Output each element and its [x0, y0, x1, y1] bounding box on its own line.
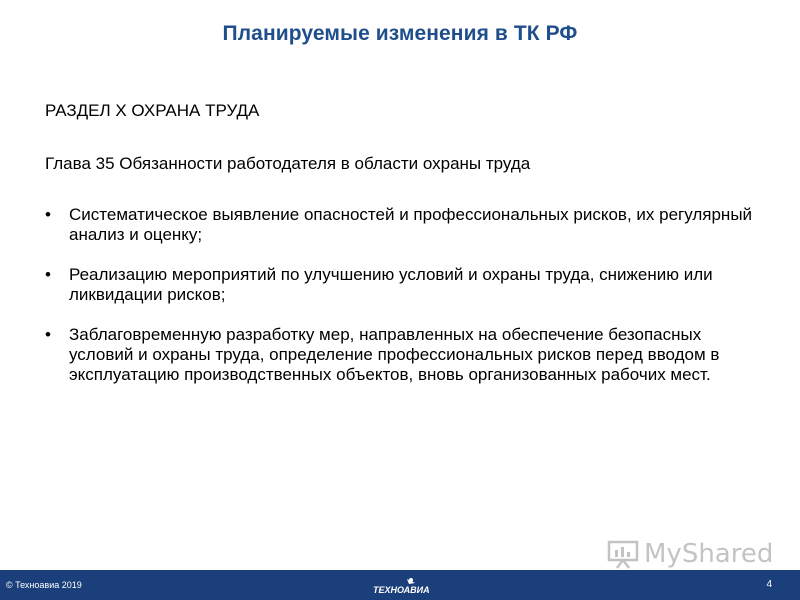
bullet-text: Реализацию мероприятий по улучшению условий и охраны труда, снижению или ликвидации рисков; [69, 265, 713, 304]
bullet-text: Систематическое выявление опасностей и профессиональных рисков, их регулярный анализ и оценку; [69, 205, 753, 244]
bullet-list [45, 205, 765, 385]
list-item [45, 205, 765, 245]
presentation-board-icon [606, 539, 640, 569]
myshared-watermark [606, 536, 773, 572]
page-number: 4 [766, 579, 772, 590]
list-item [45, 265, 765, 305]
tehnoavia-logo [371, 575, 431, 597]
footer-copyright: © Техноавиа 2019 [6, 580, 82, 590]
watermark-text: MyShared [644, 539, 774, 569]
logo-text: ТЕХНОАВИА [373, 585, 430, 595]
bullet-marker: • [45, 265, 51, 284]
bullet-marker: • [45, 325, 51, 344]
chapter-heading: Глава 35 Обязанности работодателя в области охраны труда [45, 154, 531, 173]
bullet-marker: • [45, 205, 51, 224]
footer-bar [0, 570, 800, 600]
list-item [45, 325, 765, 385]
slide-title: Планируемые изменения в ТК РФ [222, 22, 578, 45]
slide-content [45, 101, 765, 405]
bullet-text: Заблаговременную разработку мер, направленных на обеспечение безопасных условий и охраны труда, определение профессиональных рисков перед вводом в эксплуатацию производственных объектов, вновь организованных рабочих мест. [69, 325, 720, 384]
section-heading: РАЗДЕЛ X ОХРАНА ТРУДА [45, 101, 260, 120]
